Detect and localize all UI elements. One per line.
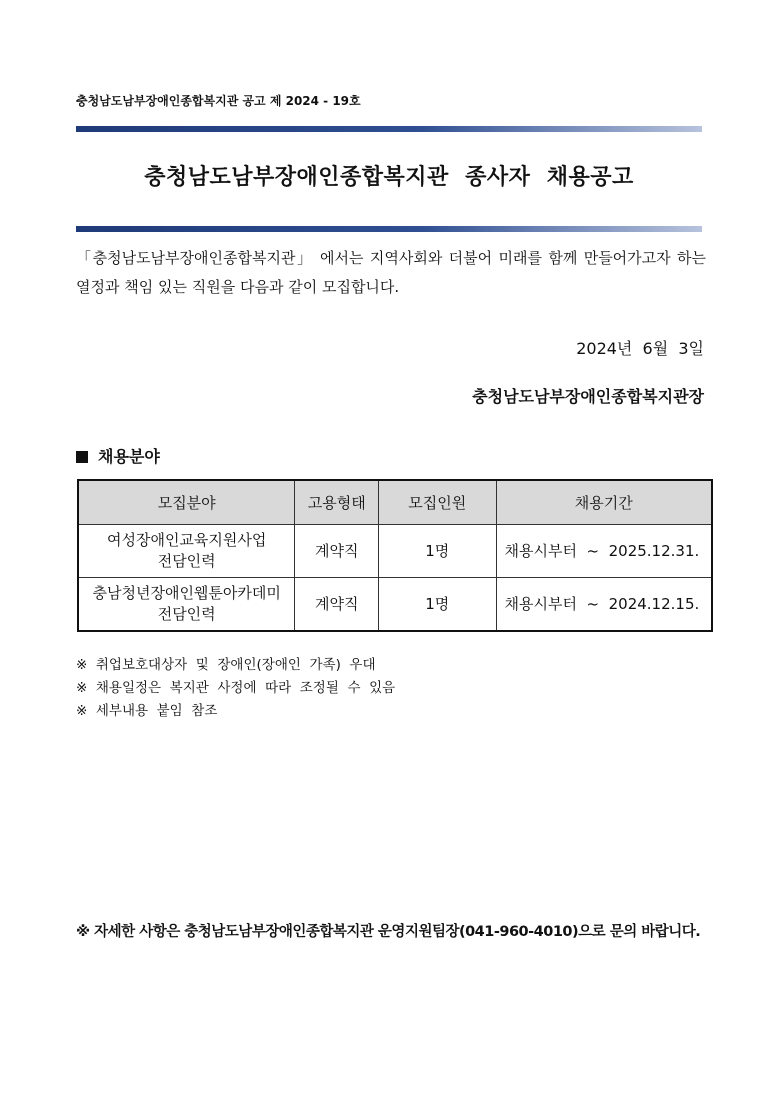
column-header: 채용기간 — [496, 480, 712, 525]
section-heading — [76, 444, 160, 467]
employment-type: 계약직 — [295, 578, 379, 632]
table-row — [78, 525, 712, 578]
intro-paragraph: 「충청남도남부장애인종합복지관」 에서는 지역사회와 더불어 미래를 함께 만들어가고자 하는 열정과 책임 있는 직원을 다음과 같이 모집합니다. — [76, 249, 706, 296]
section-title: 채용분야 — [98, 447, 160, 466]
column-header: 고용형태 — [295, 480, 379, 525]
column-header: 모집분야 — [78, 480, 295, 525]
field-role: 전담인력 — [157, 605, 216, 623]
employment-type: 계약직 — [295, 525, 379, 578]
announcement-date: 2024년 6월 3일 — [576, 339, 704, 358]
contact-notice: ※ 자세한 사항은 충청남도남부장애인종합복지관 운영지원팀장(041-960-4010)으로 문의 바랍니다. — [76, 924, 701, 940]
note-item: ※ 취업보호대상자 및 장애인(장애인 가족) 우대 — [76, 657, 376, 673]
table-row — [78, 578, 712, 632]
square-bullet-icon — [76, 451, 88, 463]
organization-signature: 충청남도남부장애인종합복지관장 — [472, 387, 704, 406]
note-item: ※ 세부내용 붙임 참조 — [76, 703, 218, 719]
employment-period: 채용시부터 ~ 2024.12.15. — [496, 578, 712, 632]
field-name: 충남청년장애인웹툰아카데미 — [92, 584, 281, 602]
field-name: 여성장애인교육지원사업 — [106, 531, 267, 549]
employment-period: 채용시부터 ~ 2025.12.31. — [496, 525, 712, 578]
recruitment-table — [77, 479, 713, 632]
table-header-row — [78, 480, 712, 525]
top-divider — [76, 126, 702, 132]
bottom-divider — [76, 226, 702, 232]
note-item: ※ 채용일정은 복지관 사정에 따라 조정될 수 있음 — [76, 680, 396, 696]
headcount: 1명 — [379, 525, 496, 578]
field-role: 전담인력 — [157, 552, 216, 570]
recruitment-field — [78, 578, 295, 632]
notes-list — [76, 654, 395, 723]
notice-number: 충청남도남부장애인종합복지관 공고 제 2024 - 19호 — [76, 94, 361, 108]
recruitment-field — [78, 525, 295, 578]
column-header: 모집인원 — [379, 480, 496, 525]
page-title: 충청남도남부장애인종합복지관 종사자 채용공고 — [144, 165, 634, 190]
headcount: 1명 — [379, 578, 496, 632]
